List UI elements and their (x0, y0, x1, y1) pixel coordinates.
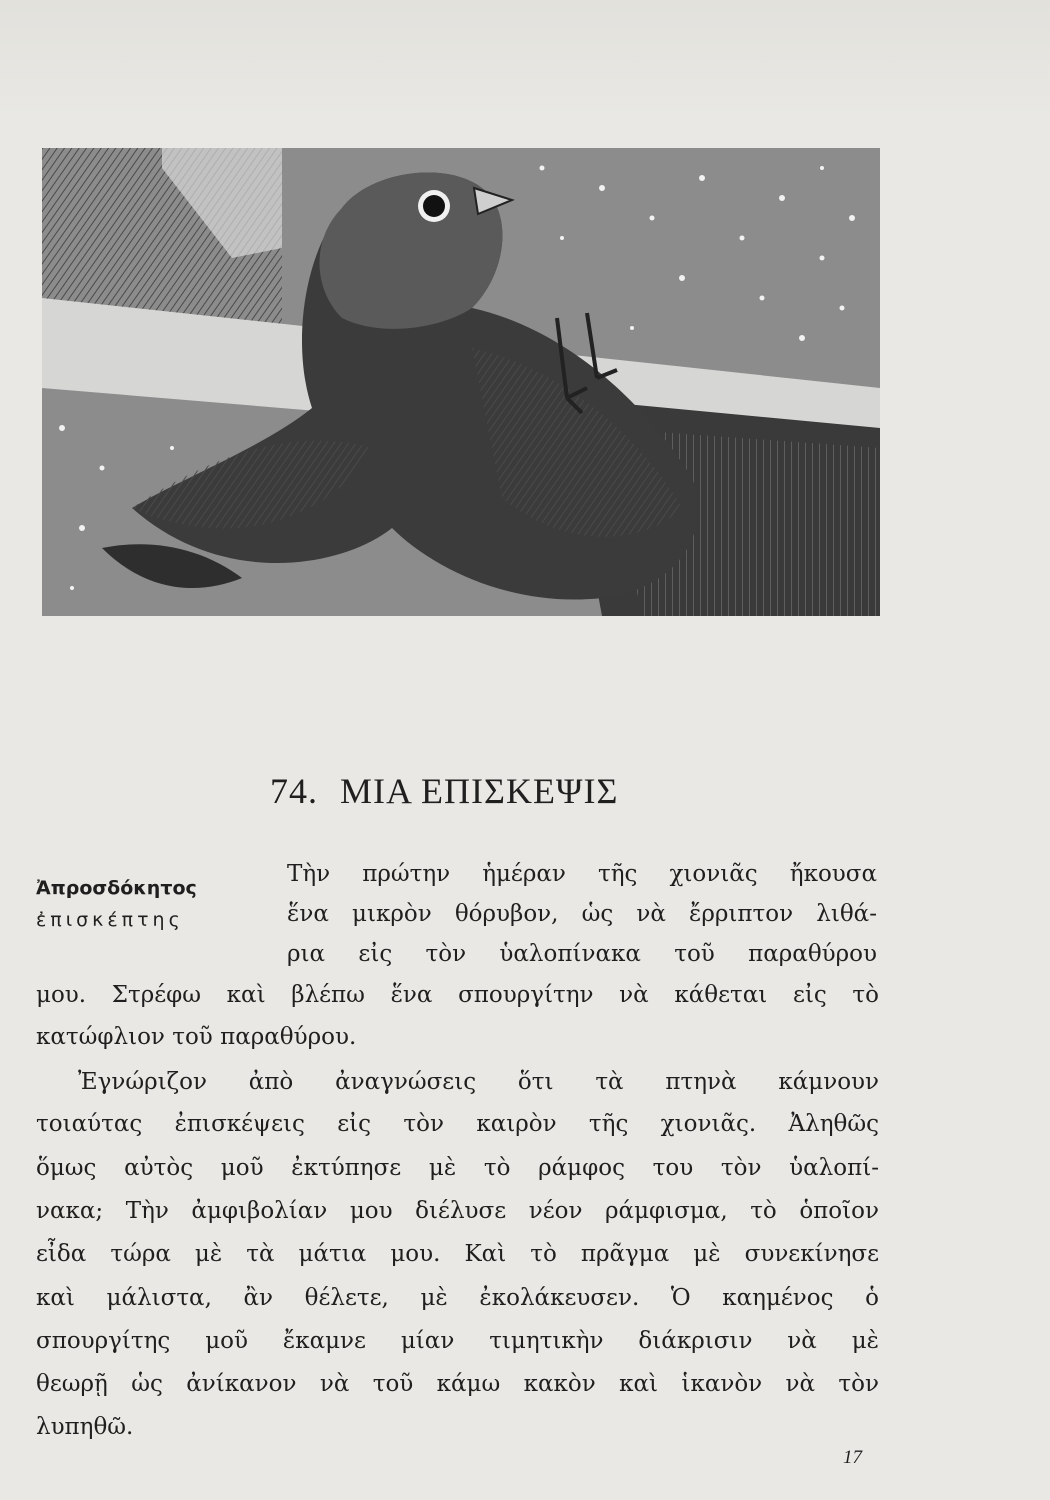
body-line: Τὴν πρώτην ἡμέραν τῆς χιονιᾶς ἤκουσα (287, 861, 877, 887)
body-line: ὅμως αὐτὸς μοῦ ἐκτύπησε μὲ τὸ ράμφος του τὸν ὑαλοπί- (36, 1155, 879, 1181)
body-line: καὶ μάλιστα, ἂν θέλετε, μὲ ἐκολάκευσεν. Ὁ καημένος ὁ (36, 1285, 879, 1311)
body-line: κατώφλιον τοῦ παραθύρου. (36, 1024, 357, 1050)
body-line: ἕνα μικρὸν θόρυβον, ὡς νὰ ἔρριπτον λιθά- (287, 901, 877, 927)
body-line: νακα; Τὴν ἀμφιβολίαν μου διέλυσε νέον ράμφισμα, τὸ ὁποῖον (36, 1198, 879, 1224)
body-line: εἶδα τώρα μὲ τὰ μάτια μου. Καὶ τὸ πρᾶγμα μὲ συνεκίνησε (36, 1241, 879, 1267)
body-line: Ἐγνώριζον ἀπὸ ἀναγνώσεις ὅτι τὰ πτηνὰ κάμνουν (78, 1069, 879, 1095)
body-line: λυπηθῶ. (36, 1414, 134, 1440)
chapter-title (270, 770, 618, 812)
body-line: θεωρῇ ὡς ἀνίκανον νὰ τοῦ κάμω κακὸν καὶ ἱκανὸν νὰ τὸν (36, 1371, 879, 1397)
margin-note-line-2: ἐπισκέπτης (36, 909, 184, 931)
body-line: μου. Στρέφω καὶ βλέπω ἕνα σπουργίτην νὰ κάθεται εἰς τὸ (36, 982, 879, 1008)
body-line: σπουργίτης μοῦ ἔκαμνε μίαν τιμητικὴν διάκρισιν νὰ μὲ (36, 1328, 879, 1354)
margin-note-line-1: Ἀπροσδόκητος (36, 877, 197, 899)
body-line: ρια εἰς τὸν ὑαλοπίνακα τοῦ παραθύρου (287, 941, 877, 967)
chapter-heading: ΜΙΑ ΕΠΙΣΚΕΨΙΣ (340, 771, 619, 811)
chapter-number: 74. (270, 771, 318, 811)
body-line: τοιαύτας ἐπισκέψεις εἰς τὸν καιρὸν τῆς χιονιᾶς. Ἀληθῶς (36, 1111, 879, 1137)
margin-note (36, 872, 272, 936)
sparrow-illustration (42, 148, 880, 616)
show-through-background (0, 0, 1050, 120)
page-number: 17 (843, 1447, 862, 1468)
